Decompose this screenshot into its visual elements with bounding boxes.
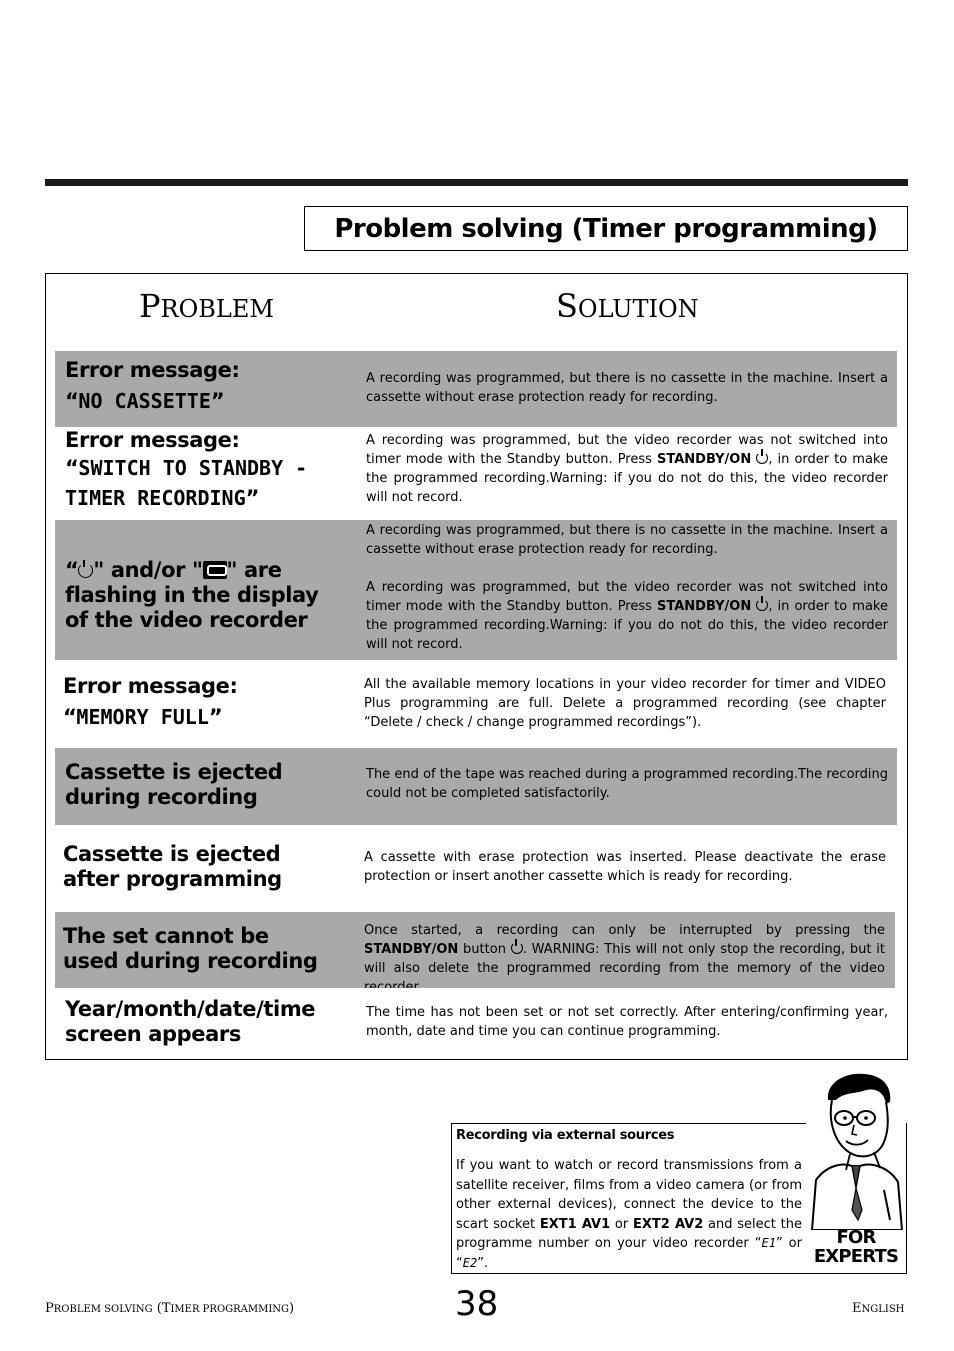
expert-tip-text: If you want to watch or record transmissions from a satellite receiver, films from a video camera (or from other external devices), connect the device to the scart socket EXT1 AV1 or EXT2 AV2 and select the programme number on your video recorder “E1” or “E2”. <box>456 1158 802 1271</box>
title-box <box>304 206 908 251</box>
solution-text: A cassette with erase protection was inserted. Please deactivate the erase protection or insert another cassette which is ready for recording. <box>364 850 886 884</box>
table-row <box>55 825 897 912</box>
problem-text: “ " and/or " " are flashing in the display of the video recorder <box>65 558 319 632</box>
problem-text: Error message: “MEMORY FULL” <box>63 674 238 729</box>
solution-text: A recording was programmed, but there is no cassette in the machine. Insert a cassette without erase protection ready for recording. A recording was programmed, but the video recorder was not switched into timer mode with the Standby button. Press STANDBY/ON , in order to make the programmed recording.Warning: if you do not do this, the video recorder will not record. <box>366 523 888 652</box>
problem-text: Error message: “SWITCH TO STANDBY - TIMER RECORDING” <box>65 428 308 510</box>
problem-text: Year/month/date/time screen appears <box>65 997 316 1046</box>
solution-text: A recording was programmed, but there is no cassette in the machine. Insert a cassette without erase protection ready for recording. <box>366 371 888 405</box>
power-icon <box>511 942 523 954</box>
power-icon <box>756 599 768 611</box>
cassette-icon <box>203 561 227 579</box>
table-row <box>55 427 897 520</box>
table-row <box>55 520 897 660</box>
power-icon <box>756 452 768 464</box>
for-experts-badge: FOR EXPERTS <box>813 1227 899 1267</box>
column-header-solution: SOLUTION <box>556 287 699 325</box>
footer-section-title: PROBLEM SOLVING (TIMER PROGRAMMING) <box>45 1301 295 1316</box>
top-rule <box>45 179 908 186</box>
page-title: Problem solving (Timer programming) <box>334 213 878 244</box>
problem-text: Cassette is ejected during recording <box>65 760 283 809</box>
page-number: 38 <box>455 1284 499 1324</box>
expert-tip-title: Recording via external sources <box>456 1128 675 1143</box>
table-row <box>55 748 897 825</box>
expert-cartoon-icon <box>806 1070 906 1230</box>
table-row <box>55 912 895 988</box>
problem-text: Error message: “NO CASSETTE” <box>65 358 240 413</box>
problem-text: Cassette is ejected after programming <box>63 842 282 891</box>
footer-language: ENGLISH <box>852 1301 905 1316</box>
table-row <box>55 351 897 427</box>
table-row <box>55 988 897 1058</box>
table-row <box>55 660 897 748</box>
solution-text: Once started, a recording can only be interrupted by pressing the STANDBY/ON button . WARNING: This will not only stop the recording, but it will also delete the programmed recording from the memory of the video <box>364 923 885 976</box>
power-icon <box>78 563 93 578</box>
solution-text: The end of the tape was reached during a programmed recording.The recording could not be completed satisfactorily. <box>366 767 888 801</box>
solution-text: The time has not been set or not set correctly. After entering/confirming year, month, date and time you can continue programming. <box>366 1005 888 1039</box>
solution-text: All the available memory locations in your video recorder for timer and VIDEO Plus programming are full. Delete a programmed recording (see chapter “Delete / check / change programmed recordings”). <box>364 677 886 730</box>
column-header-problem: PROBLEM <box>139 287 274 325</box>
solution-text: A recording was programmed, but the video recorder was not switched into timer mode with the Standby button. Press STANDBY/ON , in order to make the programmed recording.Warning: if you do not do this, the video recorder will not record. <box>366 433 888 505</box>
problem-text: The set cannot be used during recording <box>63 924 318 973</box>
